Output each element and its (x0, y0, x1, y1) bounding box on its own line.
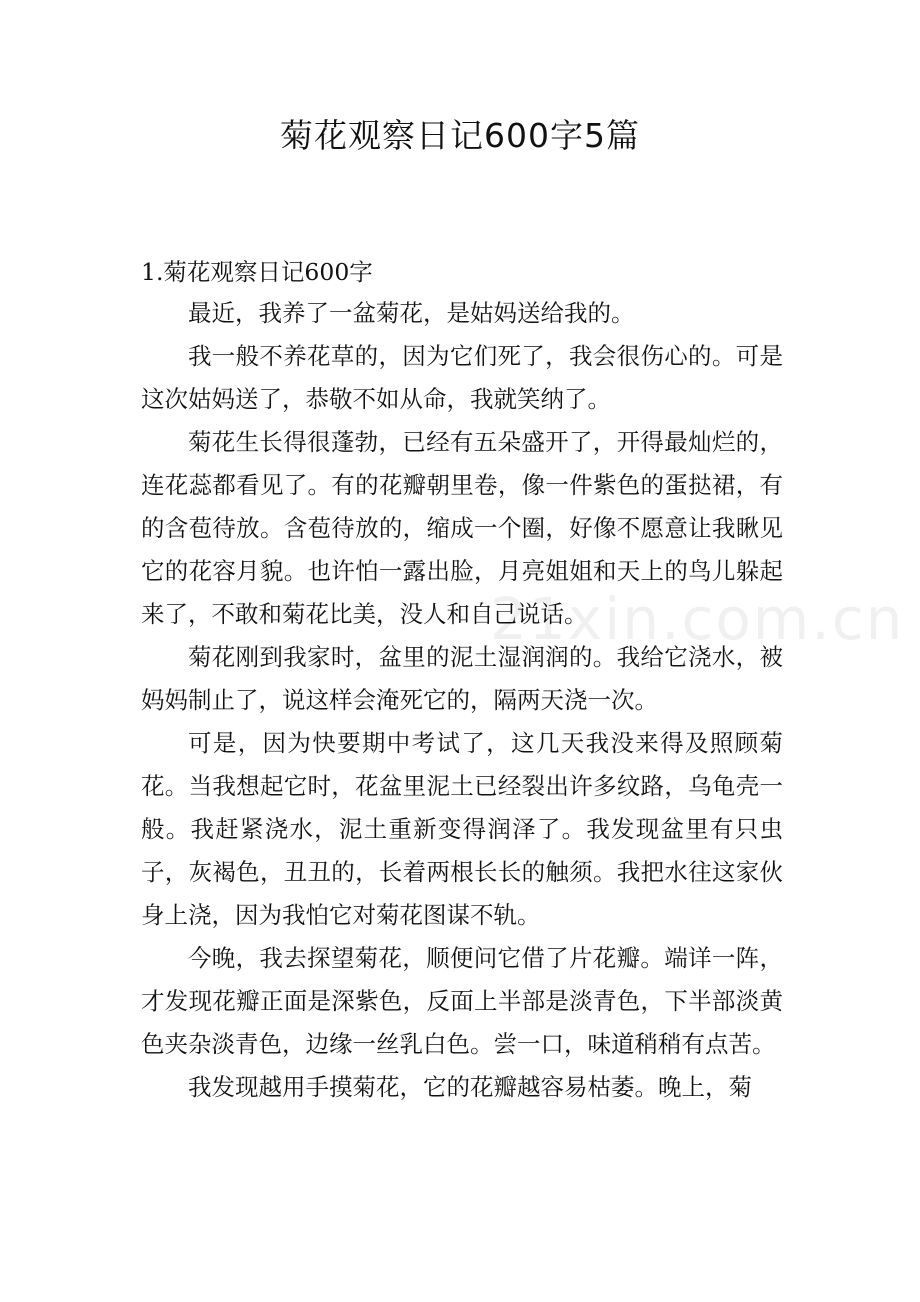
paragraph: 可是，因为快要期中考试了，这几天我没来得及照顾菊花。当我想起它时，花盆里泥土已经裂出许多纹路，乌龟壳一般。我赶紧浇水，泥土重新变得润泽了。我发现盆里有只虫子，灰褐色，丑丑的，长着两根长长的触须。我把水往这家伙身上浇，因为我怕它对菊花图谋不轨。 (141, 729, 783, 929)
paragraph: 我一般不养花草的，因为它们死了，我会很伤心的。可是这次姑妈送了，恭敬不如从命，我就笑纳了。 (141, 342, 783, 413)
paragraph: 菊花刚到我家时，盆里的泥土湿润润的。我给它浇水，被妈妈制止了，说这样会淹死它的，隔两天浇一次。 (141, 643, 783, 714)
document-body (141, 252, 783, 1109)
document-title: 菊花观察日记600字5篇 (280, 116, 640, 155)
watermark: 21xin.com.cn (490, 585, 905, 653)
paragraph: 菊花生长得很蓬勃，已经有五朵盛开了，开得最灿烂的，连花蕊都看见了。有的花瓣朝里卷，像一件紫色的蛋挞裙，有的含苞待放。含苞待放的，缩成一个圈，好像不愿意让我瞅见它的花容月貌。也许怕一露出脸，月亮姐姐和天上的鸟儿躲起来了，不敢和菊花比美，没人和自己说话。 (141, 428, 783, 628)
paragraph: 我发现越用手摸菊花，它的花瓣越容易枯萎。晚上，菊 (188, 1073, 752, 1101)
section-heading: 1.菊花观察日记600字 (141, 258, 373, 286)
paragraph: 最近，我养了一盆菊花，是姑妈送给我的。 (188, 299, 635, 327)
paragraph: 今晚，我去探望菊花，顺便问它借了片花瓣。端详一阵，才发现花瓣正面是深紫色，反面上半部是淡青色，下半部淡黄色夹杂淡青色，边缘一丝乳白色。尝一口，味道稍稍有点苦。 (141, 944, 783, 1058)
